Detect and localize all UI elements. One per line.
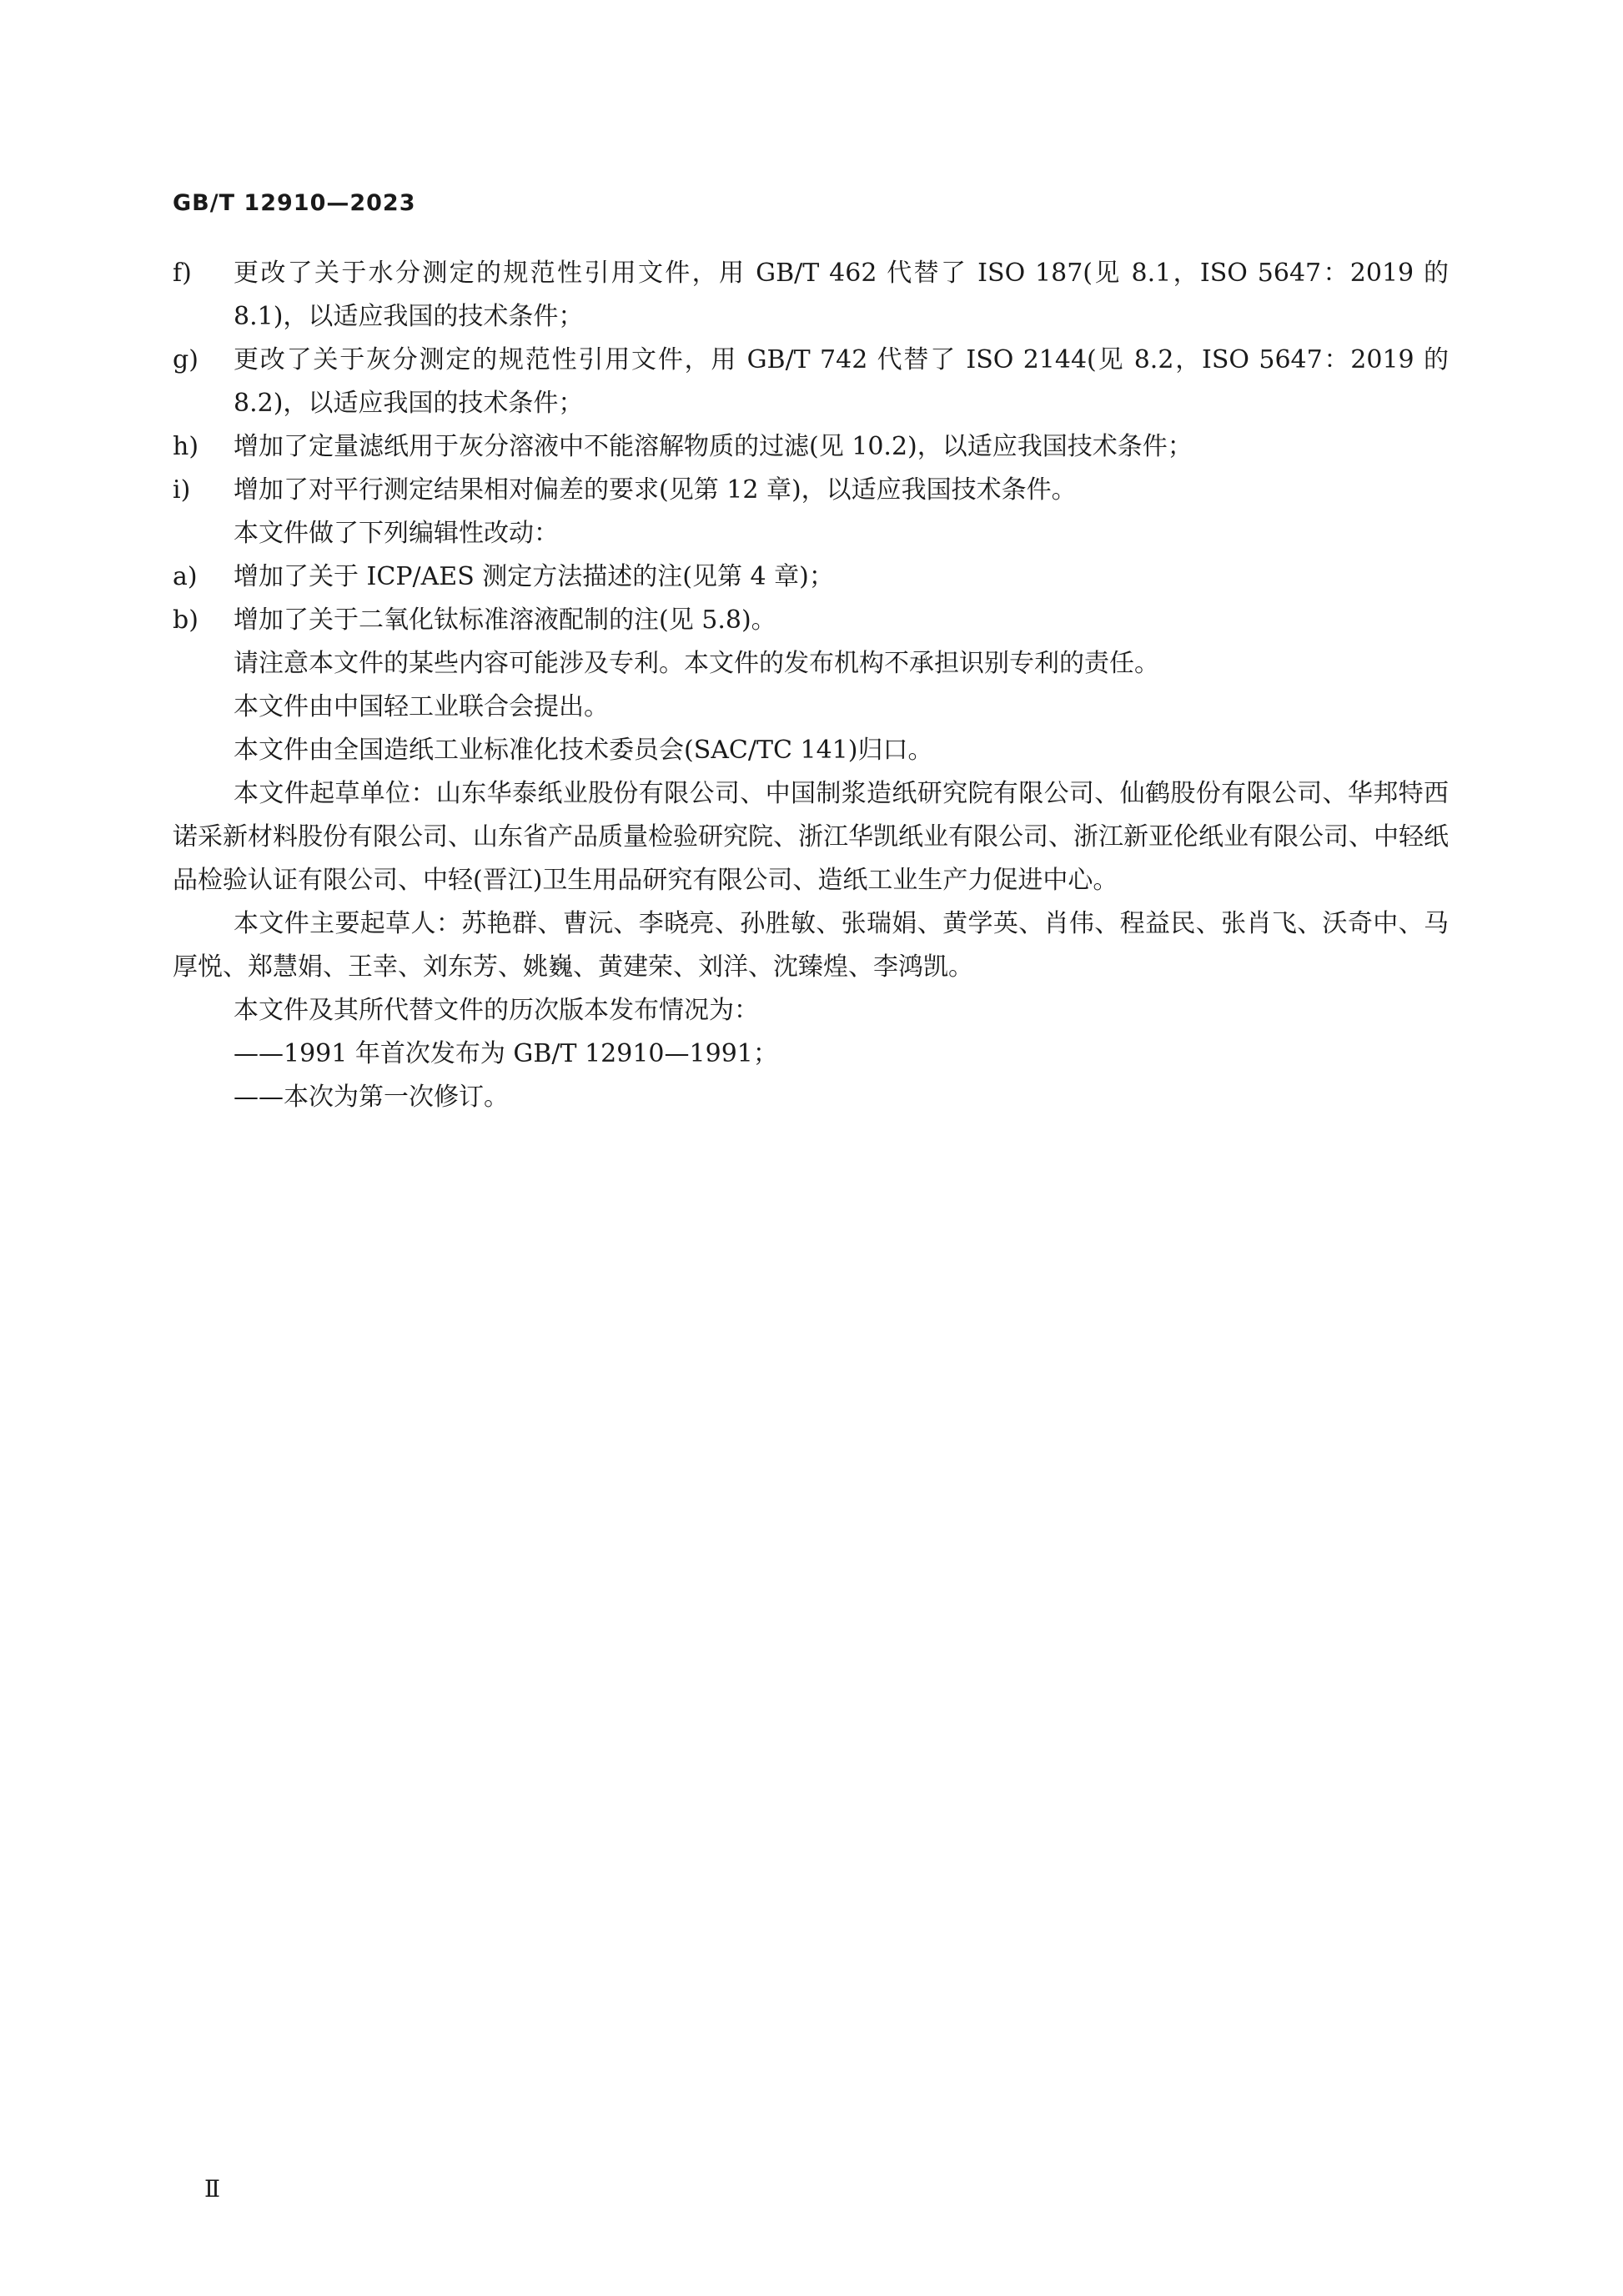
list-item — [173, 252, 1449, 339]
proposed-by: 本文件由中国轻工业联合会提出。 — [234, 692, 609, 721]
managed-by: 本文件由全国造纸工业标准化技术委员会(SAC/TC 141)归口。 — [234, 736, 933, 765]
drafters: 本文件主要起草人：苏艳群、曹沅、李晓亮、孙胜敏、张瑞娟、黄学英、肖伟、程益民、张肖飞、沃奇中、马厚悦、郑慧娟、王幸、刘东芳、姚巍、黄建荣、刘洋、沈臻煌、李鸿凯。 — [173, 909, 1449, 982]
list-item-text: 增加了定量滤纸用于灰分溶液中不能溶解物质的过滤(见 10.2)，以适应我国技术条件； — [234, 432, 1193, 461]
list-marker: a) — [173, 562, 198, 591]
standard-code-header: GB/T 12910—2023 — [173, 190, 416, 216]
list-item-text: 增加了对平行测定结果相对偏差的要求(见第 12 章)，以适应我国技术条件。 — [234, 475, 1077, 505]
list-marker: b) — [173, 605, 198, 635]
list-item — [173, 469, 1449, 512]
document-body — [173, 252, 1449, 1119]
list-marker: h) — [173, 432, 199, 461]
list-item-text: 增加了关于 ICP/AES 测定方法描述的注(见第 4 章)； — [234, 562, 834, 591]
list-item — [173, 339, 1449, 425]
list-item-text: 增加了关于二氧化钛标准溶液配制的注(见 5.8)。 — [234, 605, 776, 635]
list-marker: f) — [173, 259, 192, 288]
page-number: Ⅱ — [204, 2175, 221, 2203]
patent-notice: 请注意本文件的某些内容可能涉及专利。本文件的发布机构不承担识别专利的责任。 — [234, 649, 1159, 678]
list-item-text: 更改了关于灰分测定的规范性引用文件，用 GB/T 742 代替了 ISO 2144(见 8.2，ISO 5647：2019 的 8.2)，以适应我国的技术条件； — [234, 345, 1449, 418]
list-item — [173, 555, 1449, 599]
list-item — [173, 425, 1449, 469]
list-marker: g) — [173, 345, 198, 374]
list-item — [173, 599, 1449, 642]
list-item-text: 更改了关于水分测定的规范性引用文件，用 GB/T 462 代替了 ISO 187(见 8.1，ISO 5647：2019 的 8.1)，以适应我国的技术条件； — [234, 259, 1449, 331]
editorial-intro: 本文件做了下列编辑性改动： — [234, 519, 559, 548]
drafting-units: 本文件起草单位：山东华泰纸业股份有限公司、中国制浆造纸研究院有限公司、仙鹤股份有限公司、华邦特西诺采新材料股份有限公司、山东省产品质量检验研究院、浙江华凯纸业有限公司、浙江新亚伦纸业有限公司、中轻纸品检验认证有限公司、中轻(晋江)卫生用品研究有限公司、造纸工业生产力促进中心。 — [173, 779, 1449, 895]
history-intro: 本文件及其所代替文件的历次版本发布情况为： — [234, 996, 759, 1025]
history-item: ——本次为第一次修订。 — [234, 1083, 509, 1112]
list-marker: i) — [173, 475, 191, 505]
history-item: ——1991 年首次发布为 GB/T 12910—1991； — [234, 1039, 778, 1068]
